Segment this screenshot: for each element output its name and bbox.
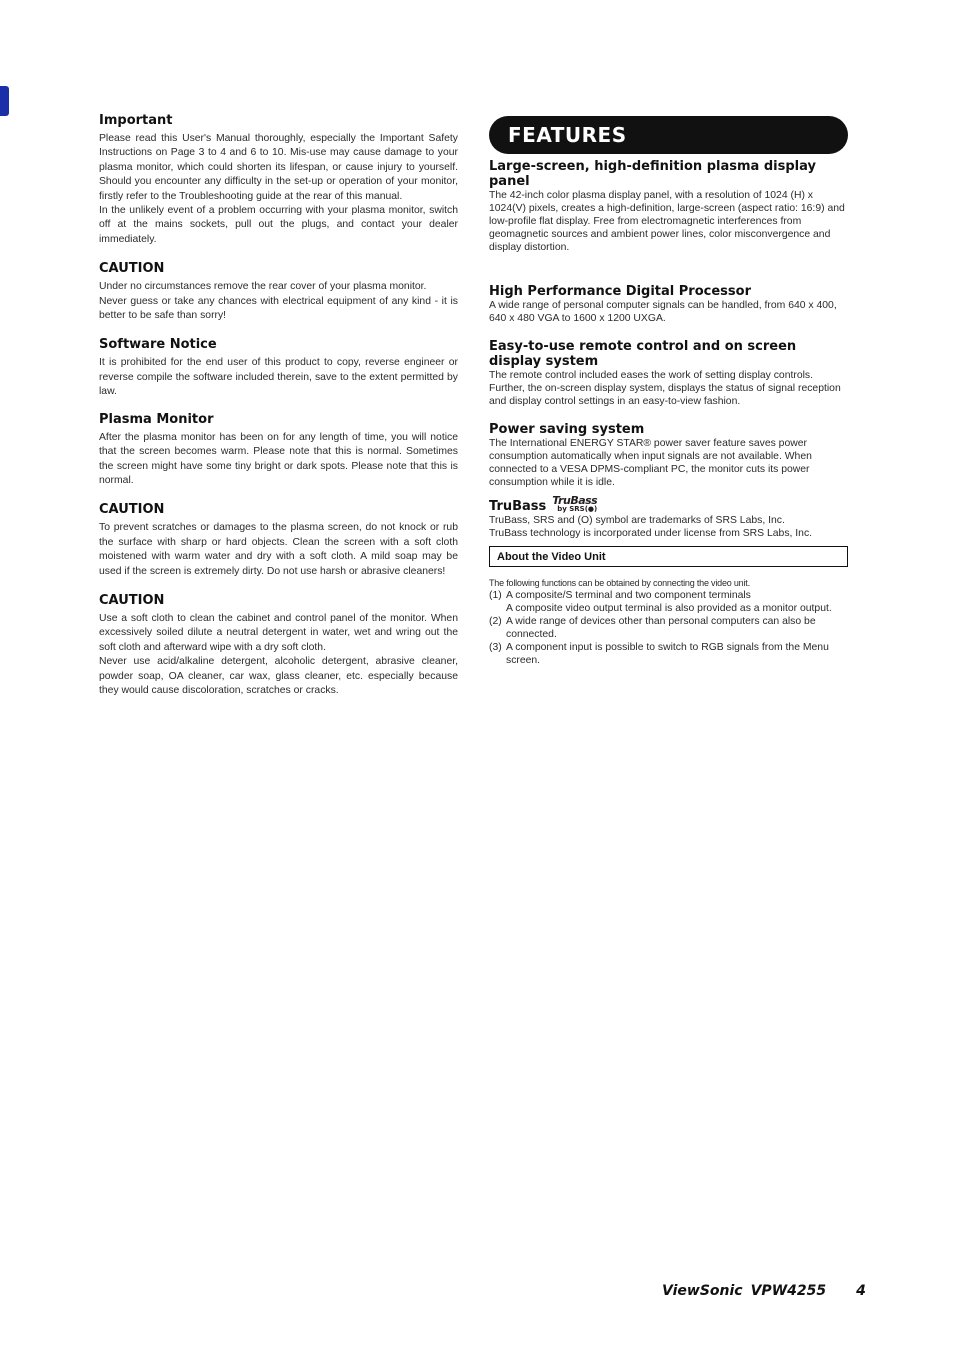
video-unit-title: About the Video Unit xyxy=(497,550,606,563)
caution-heading-3: CAUTION xyxy=(99,592,165,608)
trubass-license-line: TruBass technology is incorporated under license from SRS Labs, Inc. xyxy=(489,528,813,539)
page-number: 4 xyxy=(856,1283,866,1299)
video-unit-box-title xyxy=(489,546,848,567)
plasma-monitor-paragraph: After the plasma monitor has been on for any length of time, you will notice that the screen becomes warm. Please note that this is normal. Sometimes the screen might have some tiny bright or dark spots. Please note that this is normal. xyxy=(99,431,458,486)
software-notice-heading: Software Notice xyxy=(99,337,217,353)
srs-logo-text: by SRS(●) xyxy=(557,504,598,513)
plasma-monitor-heading: Plasma Monitor xyxy=(99,411,214,427)
caution-1-paragraph-2: Never guess or take any chances with electrical equipment of any kind - it is better to be safe than sorry! xyxy=(99,295,458,322)
list-item-text: A composite/S terminal and two component terminals xyxy=(506,590,751,601)
trubass-heading-row xyxy=(489,493,848,514)
power-saving-section xyxy=(489,422,848,489)
list-item xyxy=(489,615,848,641)
software-notice-section xyxy=(99,337,458,399)
large-screen-section xyxy=(489,159,848,254)
trubass-trademark-line: TruBass, SRS and (O) symbol are trademarks of SRS Labs, Inc. xyxy=(489,515,785,526)
processor-text: A wide range of personal computer signals can be handled, from 640 x 400, 640 x 480 VGA to 1600 x 1200 UXGA. xyxy=(489,300,837,324)
features-title-bar xyxy=(489,116,848,154)
remote-control-text: The remote control included eases the work of setting display controls. Further, the on-screen display system, displays the status of signal reception and display control settings in an easy-to-view fashion. xyxy=(489,370,841,407)
left-column xyxy=(99,113,458,712)
footer-model: VPW4255 xyxy=(750,1283,827,1299)
software-notice-paragraph: It is prohibited for the end user of this product to copy, reverse engineer or reverse compile the software included therein, save to the extent permitted by law. xyxy=(99,357,458,398)
trubass-logo-text: TruBass xyxy=(552,493,598,507)
remote-control-section xyxy=(489,339,848,408)
power-saving-text: The International ENERGY STAR® power saver feature saves power consumption automatically when input signals are not available. When connected to a VESA DPMS-compliant PC, the monitor cuts its power consumption while it is idle. xyxy=(489,438,812,488)
processor-section xyxy=(489,284,848,325)
list-item xyxy=(489,589,848,615)
processor-heading: High Performance Digital Processor xyxy=(489,284,751,299)
page-footer xyxy=(662,1283,866,1299)
caution-heading-2: CAUTION xyxy=(99,502,165,518)
list-item-number: (2) xyxy=(489,616,502,627)
important-paragraph-2: In the unlikely event of a problem occurring with your plasma monitor, switch off at the mains sockets, pull out the plugs, and contact your dealer immediately. xyxy=(99,205,458,245)
list-item-number: (3) xyxy=(489,642,502,653)
list-item xyxy=(489,641,848,667)
important-section xyxy=(99,113,458,247)
caution-2-paragraph: To prevent scratches or damages to the plasma screen, do not knock or rub the surface with sharp or hard objects. Clean the screen with a soft cloth moistened with warm water and dry with a soft cloth. A mild soap may be used if the screen is extremely dirty. Do not use harsh or abrasive cleaners! xyxy=(99,522,458,577)
plasma-monitor-section xyxy=(99,412,458,489)
page-edge-tab xyxy=(0,86,9,116)
trubass-heading: TruBass xyxy=(489,499,547,514)
footer-brand: ViewSonic xyxy=(662,1283,743,1299)
caution-3-paragraph-2: Never use acid/alkaline detergent, alcoholic detergent, abrasive cleaner, powder soap, OA cleaner, car wax, glass cleaner, etc. especially because they would cause discoloration, scratches or cracks. xyxy=(99,656,458,696)
features-title: FEATURES xyxy=(508,123,627,147)
video-unit-intro: The following functions can be obtained by connecting the video unit. xyxy=(489,578,750,588)
trubass-srs-logo xyxy=(552,493,598,514)
list-item-subtext: A composite video output terminal is also provided as a monitor output. xyxy=(506,603,832,614)
right-column xyxy=(489,116,848,667)
large-screen-heading: Large-screen, high-definition plasma display panel xyxy=(489,159,816,189)
caution-section-2 xyxy=(99,502,458,579)
list-item-text: A component input is possible to switch to RGB signals from the Menu screen. xyxy=(506,642,829,666)
important-paragraph-1: Please read this User's Manual thoroughly, especially the Important Safety Instructions on Page 3 to 4 and 6 to 10. Mis-use may cause damage to your plasma monitor, which could shorten its lifespan, or cause injury to yourself. Should you encounter any difficulty in the set-up or operation of your monitor, firstly refer to the Troubleshooting guide at the rear of this manual. xyxy=(99,133,458,202)
caution-1-paragraph-1: Under no circumstances remove the rear cover of your plasma monitor. xyxy=(99,281,427,293)
list-item-text: A wide range of devices other than personal computers can also be connected. xyxy=(506,616,816,640)
trubass-section xyxy=(489,493,848,540)
caution-section-3 xyxy=(99,593,458,698)
list-item-content xyxy=(506,589,848,615)
remote-control-heading: Easy-to-use remote control and on screen display system xyxy=(489,339,797,369)
large-screen-text: The 42-inch color plasma display panel, with a resolution of 1024 (H) x 1024(V) pixels, creates a high-definition, large-screen (aspect ratio: 16:9) and low-profile flat display. Free from electromagnetic interferences from geomagnetic sources and ambient power lines, color misconvergence and display distortion. xyxy=(489,190,845,253)
list-item-number: (1) xyxy=(489,590,502,601)
video-unit-list xyxy=(489,589,848,667)
power-saving-heading: Power saving system xyxy=(489,422,645,437)
caution-section-1 xyxy=(99,261,458,323)
caution-3-paragraph-1: Use a soft cloth to clean the cabinet and control panel of the monitor. When excessively soiled dilute a neutral detergent in water, wet and wring out the soft cloth and afterward wipe with a dry soft cloth. xyxy=(99,612,458,653)
caution-heading-1: CAUTION xyxy=(99,261,165,277)
important-heading: Important xyxy=(99,113,173,128)
